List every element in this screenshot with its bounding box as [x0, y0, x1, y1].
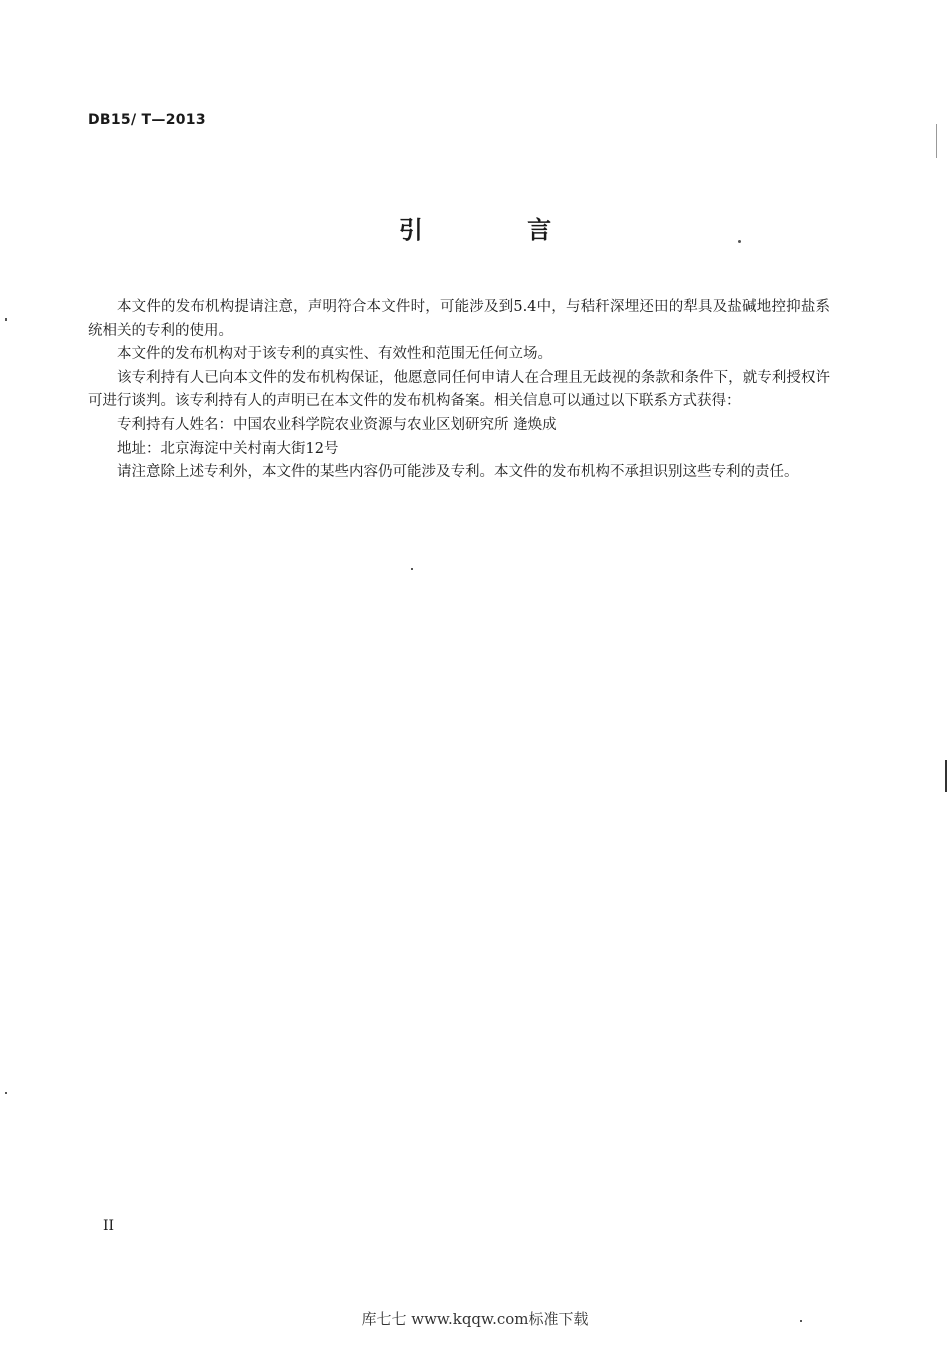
- scan-speck: [5, 318, 7, 321]
- scan-speck: [411, 568, 413, 570]
- document-code: DB15/ T—2013: [88, 112, 206, 128]
- paragraph-disclaimer: 请注意除上述专利外，本文件的某些内容仍可能涉及专利。本文件的发布机构不承担识别这些专利的责任。: [117, 464, 799, 481]
- paragraph-address: 地址：北京海淀中关村南大街12号: [117, 440, 339, 457]
- paragraph-holder-guarantee: 该专利持有人已向本文件的发布机构保证，他愿意同任何申请人在合理且无歧视的条款和条件下，就专利授权许可进行谈判。该专利持有人的声明已在本文件的发布机构备案。相关信息可以通过以下联系方式获得：: [88, 369, 830, 410]
- scan-speck: [800, 1320, 802, 1322]
- scan-speck: [936, 124, 937, 158]
- page-number: II: [103, 1218, 115, 1234]
- paragraph-patent-notice: 本文件的发布机构提请注意，声明符合本文件时，可能涉及到5.4中，与秸秆深埋还田的犁具及盐碱地控抑盐系统相关的专利的使用。: [88, 299, 830, 339]
- footer-watermark: 库七七 www.kqqw.com标准下载: [361, 1310, 589, 1328]
- scan-speck: [945, 760, 947, 792]
- scan-speck: [738, 240, 741, 243]
- scan-speck: [5, 1092, 7, 1094]
- paragraph-no-position: 本文件的发布机构对于该专利的真实性、有效性和范围无任何立场。: [117, 346, 552, 363]
- paragraph-holder-name: 专利持有人姓名：中国农业科学院农业资源与农业区划研究所 逄焕成: [117, 416, 557, 433]
- page-title: 引 言: [398, 216, 600, 244]
- body-text: [88, 296, 830, 485]
